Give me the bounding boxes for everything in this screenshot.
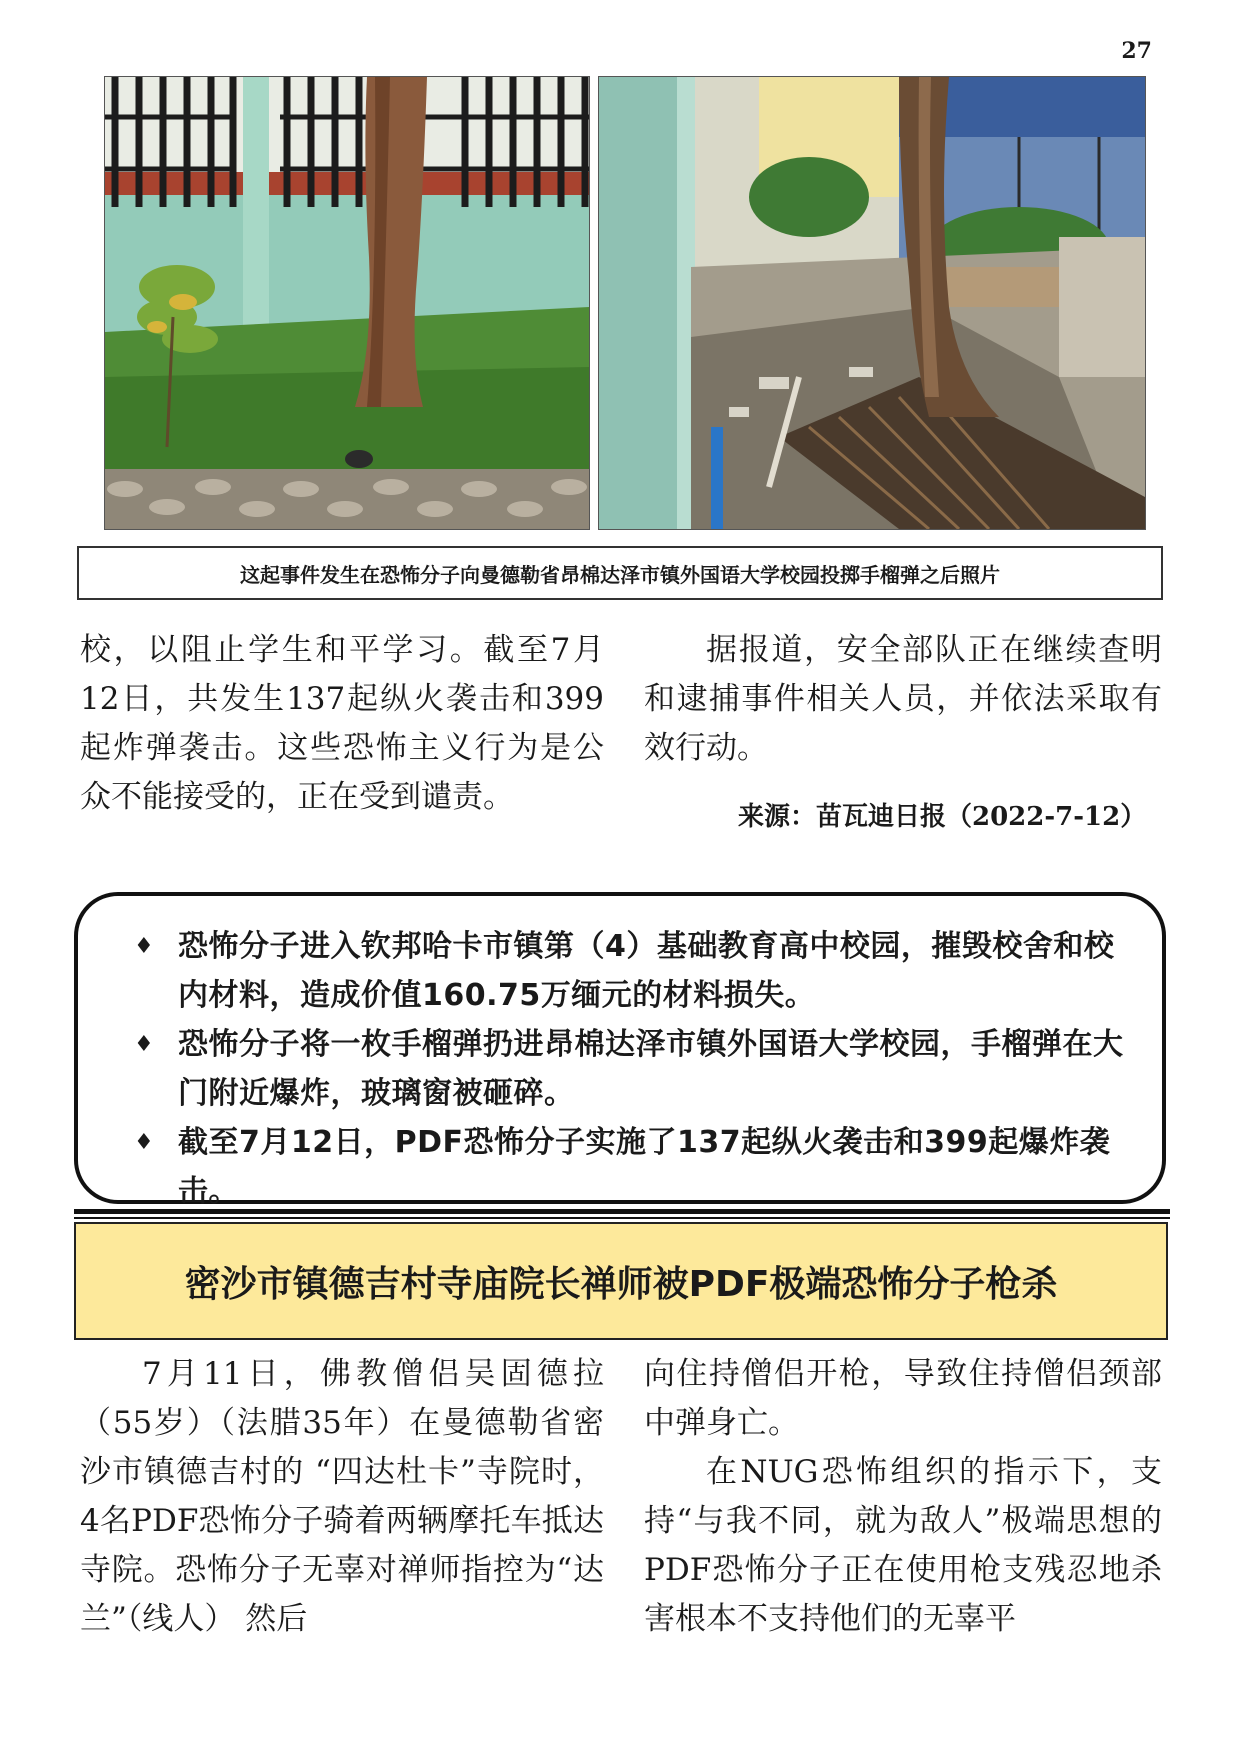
bottom-article-left-column (80, 1350, 604, 1644)
summary-item (134, 1020, 1134, 1118)
summary-box (74, 892, 1166, 1209)
summary-item (134, 922, 1134, 1020)
summary-item (134, 1118, 1134, 1216)
page-number: 27 (1121, 38, 1152, 64)
photo-campus-damage (598, 76, 1146, 530)
top-article-left-column (80, 626, 604, 822)
bottom-article-right-text-1: 向住持僧侣开枪，导致住持僧侣颈部中弹身亡。 (644, 1356, 1162, 1441)
article-source: 来源：苗瓦迪日报（2022-7-12） (738, 802, 1147, 832)
top-article-right-text: 据报道，安全部队正在继续查明和逮捕事件相关人员，并依法采取有效行动。 (644, 632, 1162, 766)
section-divider-thick (74, 1209, 1170, 1214)
diamond-bullet-icon: ♦ (134, 934, 155, 959)
photo-campus-fence (104, 76, 590, 530)
section-divider-thin (74, 1217, 1170, 1219)
summary-item-text: 恐怖分子将一枚手榴弹扔进昂棉达泽市镇外国语大学校园，手榴弹在大门附近爆炸，玻璃窗被砸碎。 (178, 1027, 1124, 1111)
bottom-article-right-text-2: 在NUG恐怖组织的指示下，支持“与我不同，就为敌人”极端思想的PDF恐怖分子正在使用枪支残忍地杀害根本不支持他们的无辜平 (644, 1454, 1162, 1637)
top-article-left-text: 校，以阻止学生和平学习。截至7月12日，共发生137起纵火袭击和399起炸弹袭击。这些恐怖主义行为是公众不能接受的，正在受到谴责。 (80, 632, 604, 815)
diamond-bullet-icon: ♦ (134, 1032, 155, 1057)
summary-item-text: 恐怖分子进入钦邦哈卡市镇第（4）基础教育高中校园，摧毁校舍和校内材料，造成价值160.75万缅元的材料损失。 (178, 929, 1115, 1013)
summary-item-text: 截至7月12日，PDF恐怖分子实施了137起纵火袭击和399起爆炸袭击。 (178, 1125, 1111, 1209)
photo-caption: 这起事件发生在恐怖分子向曼德勒省昂棉达泽市镇外国语大学校园投掷手榴弹之后照片 (77, 546, 1163, 600)
bottom-article-right-column (644, 1350, 1162, 1644)
article-headline: 密沙市镇德吉村寺庙院长禅师被PDF极端恐怖分子枪杀 (74, 1222, 1168, 1340)
top-article-right-column (644, 626, 1162, 773)
summary-list (134, 922, 1134, 1216)
bottom-article-left-text: 7月11日，佛教僧侣吴固德拉（55岁）（法腊35年）在曼德勒省密沙市镇德吉村的 “四达杜卡”寺院时，4名PDF恐怖分子骑着两辆摩托车抵达寺院。恐怖分子无辜对禅师指控为“达兰”（线人） 然后 (80, 1356, 604, 1637)
diamond-bullet-icon: ♦ (134, 1130, 155, 1155)
